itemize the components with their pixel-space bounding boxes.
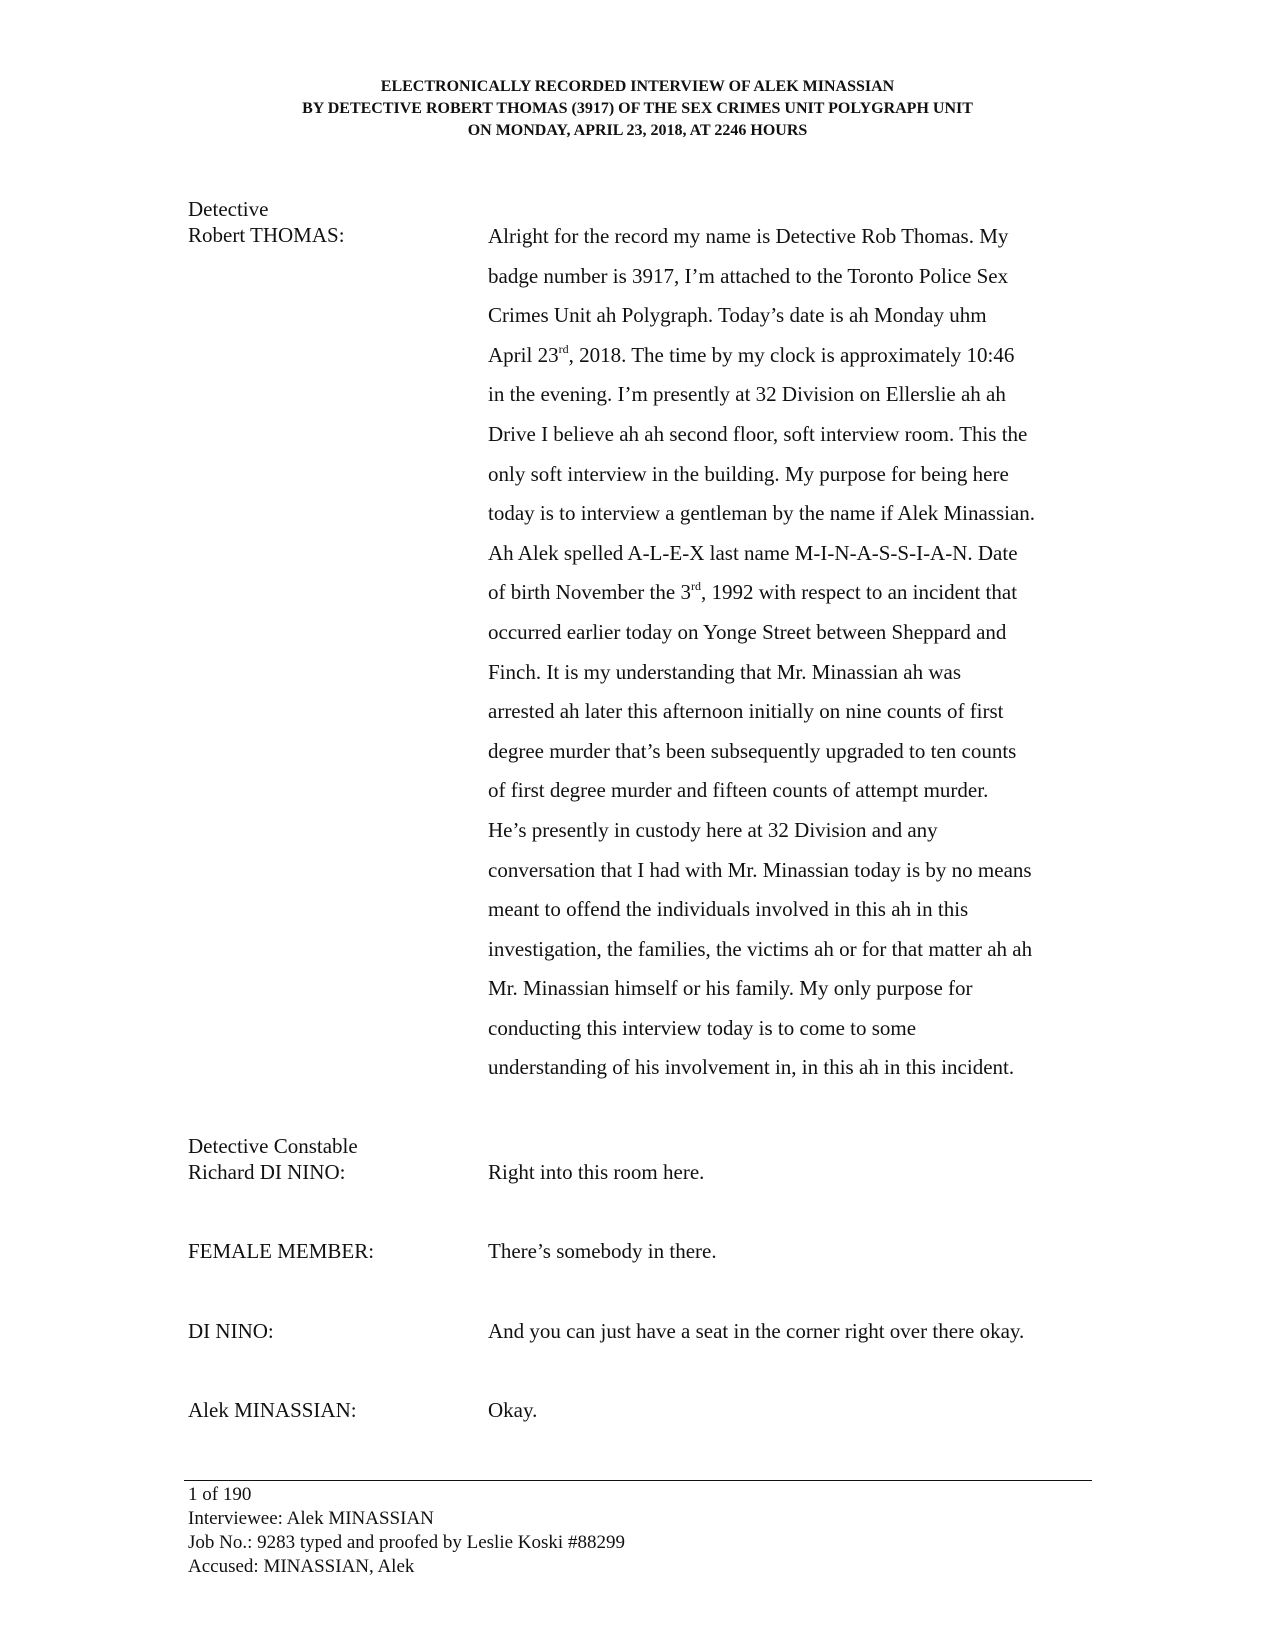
statement-line: degree murder that’s been subsequently upgraded to ten counts: [488, 738, 1017, 763]
statement-line: investigation, the families, the victims ah or for that matter ah ah: [488, 936, 1033, 961]
page-number: 1 of 190: [188, 1484, 252, 1505]
statement-line: conducting this interview today is to come to some: [488, 1015, 917, 1040]
statement-text: , 1992 with respect to an incident that: [700, 580, 1018, 605]
statement-line: Mr. Minassian himself or his family. My only purpose for: [488, 976, 973, 1001]
page-footer: [188, 1483, 625, 1579]
statement-text: , 2018. The time by my clock is approximately 10:46: [568, 342, 1015, 367]
ordinal-suffix: rd: [690, 579, 701, 594]
footer-interviewee: Interviewee: Alek MINASSIAN: [188, 1508, 434, 1529]
statement-di-nino-2: And you can just have a seat in the corner right over there okay.: [488, 1319, 1025, 1343]
statement-line: in the evening. I’m presently at 32 Division on Ellerslie ah ah: [488, 382, 1006, 407]
statement-line: [488, 573, 1098, 613]
statement-line: [488, 336, 1098, 376]
speaker-di-nino: DI NINO:: [188, 1319, 274, 1343]
statement-line: occurred earlier today on Yonge Street between Sheppard and: [488, 619, 1007, 644]
statement-line: Alright for the record my name is Detective Rob Thomas. My: [488, 224, 1009, 248]
statement-line: arrested ah later this afternoon initially on nine counts of first: [488, 699, 1004, 724]
header-line-3: ON MONDAY, APRIL 23, 2018, AT 2246 HOURS: [467, 122, 808, 139]
statement-text: April 23: [488, 342, 559, 367]
document-header: [0, 76, 1275, 142]
speaker-di-nino-full: [188, 1133, 478, 1185]
speaker-title: Detective Constable: [188, 1134, 358, 1158]
statement-line: Drive I believe ah ah second floor, soft interview room. This the: [488, 421, 1028, 446]
speaker-thomas: [188, 196, 478, 248]
statement-line: conversation that I had with Mr. Minassian today is by no means: [488, 857, 1032, 882]
statement-thomas: [488, 217, 1098, 1088]
statement-line: badge number is 3917, I’m attached to the Toronto Police Sex: [488, 263, 1009, 288]
statement-line: Ah Alek spelled A-L-E-X last name M-I-N-A-S-S-I-A-N. Date: [488, 540, 1018, 565]
speaker-title: Detective: [188, 197, 269, 221]
ordinal-suffix: rd: [558, 341, 569, 356]
statement-female-member: There’s somebody in there.: [488, 1239, 717, 1263]
statement-text: of birth November the 3: [488, 580, 691, 605]
statement-line: He’s presently in custody here at 32 Division and any: [488, 817, 938, 842]
footer-divider: [184, 1480, 1092, 1481]
header-line-1: ELECTRONICALLY RECORDED INTERVIEW OF ALEK MINASSIAN: [380, 78, 895, 95]
statement-line: understanding of his involvement in, in this ah in this incident.: [488, 1055, 1015, 1080]
statement-line: today is to interview a gentleman by the name if Alek Minassian.: [488, 501, 1036, 526]
statement-line: meant to offend the individuals involved in this ah in this: [488, 897, 969, 922]
speaker-name: Richard DI NINO:: [188, 1160, 346, 1184]
statement-line: Finch. It is my understanding that Mr. Minassian ah was: [488, 659, 962, 684]
statement-di-nino-1: Right into this room here.: [488, 1160, 705, 1184]
header-line-2: BY DETECTIVE ROBERT THOMAS (3917) OF THE SEX CRIMES UNIT POLYGRAPH UNIT: [302, 100, 973, 117]
statement-line: only soft interview in the building. My purpose for being here: [488, 461, 1009, 486]
speaker-name: Robert THOMAS:: [188, 223, 345, 247]
statement-minassian: Okay.: [488, 1398, 538, 1422]
statement-line: of first degree murder and fifteen counts of attempt murder.: [488, 778, 989, 803]
footer-accused: Accused: MINASSIAN, Alek: [188, 1556, 415, 1577]
speaker-female-member: FEMALE MEMBER:: [188, 1239, 375, 1263]
footer-job-number: Job No.: 9283 typed and proofed by Leslie Koski #88299: [188, 1532, 625, 1553]
statement-line: Crimes Unit ah Polygraph. Today’s date is ah Monday uhm: [488, 303, 987, 328]
speaker-minassian: Alek MINASSIAN:: [188, 1398, 357, 1422]
